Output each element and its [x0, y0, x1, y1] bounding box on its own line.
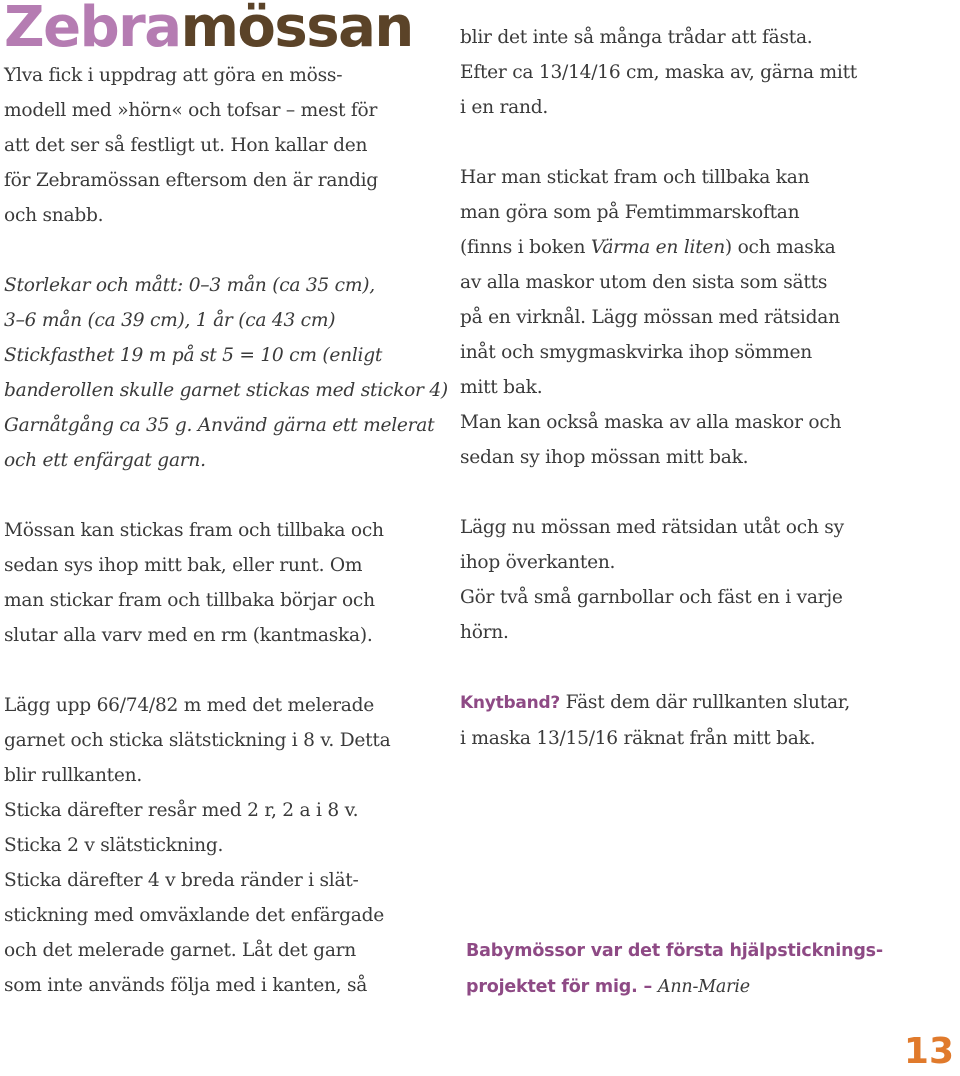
page-title [4, 0, 444, 58]
pull-quote: Babymössor var det första hjälpsticknings- projektet för mig. – Ann-Marie [466, 941, 883, 997]
book-title: Värma en liten [590, 237, 725, 258]
title-part-mossan: mössan [180, 0, 413, 60]
ties-paragraph: Knytband? Fäst dem där rullkanten slutar, i maska 13/15/16 räknat från mitt bak. [460, 692, 851, 749]
specifications-paragraph: Storlekar och mått: 0–3 mån (ca 35 cm), 3–6 mån (ca 39 cm), 1 år (ca 43 cm) Stickfasthet 19 m på st 5 = 10 cm (enligt banderollen skulle garnet stickas med stickor 4) Garnåtgång ca 35 g. Använd gärna ett melerat och ett enfärgat garn. [4, 275, 448, 471]
finishing-paragraph: Har man stickat fram och tillbaka kan man göra som på Femtimmarskoftan (finns i boken Värma en liten) och maska av alla maskor utom den sista som sätts på en virknål. Lägg mössan med rätsidan inåt och smygmaskvirka ihop sömmen mitt bak. Man kan också maska av alla maskor och sedan sy ihop mössan mitt bak. [460, 167, 842, 468]
assembly-paragraph: Lägg nu mössan med rätsidan utåt och sy ihop överkanten. Gör två små garnbollar och fäst en i varje hörn. [460, 517, 844, 643]
intro-paragraph: Ylva fick i uppdrag att göra en möss- modell med »hörn« och tofsar – mest för att det ser så festligt ut. Hon kallar den för Zebramössan eftersom den är randig och snabb. [4, 65, 378, 226]
ties-label: Knytband? [460, 693, 561, 713]
page-number: 13 [903, 1031, 954, 1072]
signature: Ann-Marie [657, 977, 750, 997]
right-column [460, 0, 955, 791]
left-column [4, 0, 448, 1003]
title-part-zebra: Zebra [4, 0, 181, 60]
continuation-paragraph: blir det inte så många trådar att fästa. Efter ca 13/14/16 cm, maska av, gärna mitt i en rand. [460, 27, 858, 118]
instructions-paragraph: Lägg upp 66/74/82 m med det melerade garnet och sticka slätstickning i 8 v. Detta blir rullkanten. Sticka därefter resår med 2 r, 2 a i 8 v. Sticka 2 v slätstickning. Sticka därefter 4 v breda ränder i slät- stickning med omväxlande det enfärgade och det melerade garnet. Låt det garn som inte används följa med i kanten, så [4, 695, 391, 996]
method-paragraph: Mössan kan stickas fram och tillbaka och sedan sys ihop mitt bak, eller runt. Om man stickar fram och tillbaka börjar och slutar alla varv med en rm (kantmaska). [4, 520, 384, 646]
